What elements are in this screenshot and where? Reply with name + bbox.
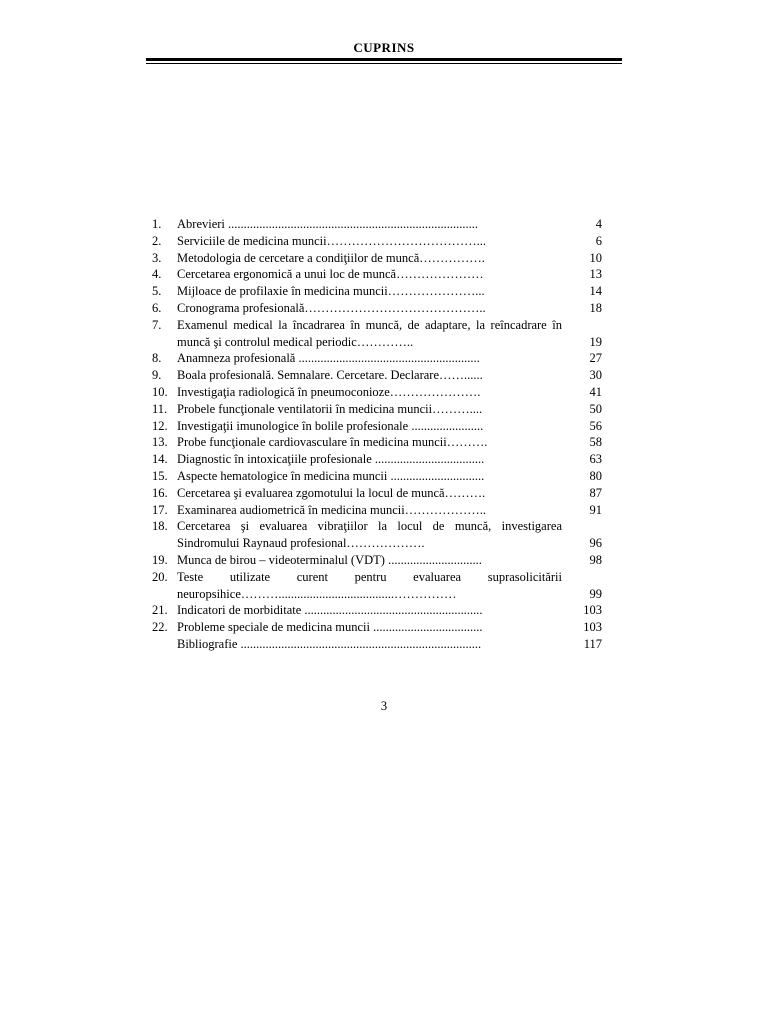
toc-entry-number: 22.	[152, 620, 168, 635]
toc-entry-title: Examenul medical la încadrarea în muncă, de adaptare, la reîncadrare în muncă şi controlul medical periodic	[177, 317, 562, 349]
toc-entry-leader: .............................................................................	[237, 636, 482, 651]
toc-entry-number: 17.	[152, 502, 168, 517]
toc-entry-title: Investigaţii imunologice în bolile profesionale	[177, 418, 409, 433]
toc-entry-page: 27	[589, 351, 602, 366]
toc-entry-text	[177, 233, 562, 250]
toc-entry-page: 103	[583, 603, 602, 618]
toc-entry-title: Investigaţia radiologică în pneumoconioze	[177, 384, 390, 399]
toc-entry-leader: ………………………………...	[326, 233, 486, 248]
toc-entry-leader: …………………	[396, 267, 484, 282]
toc-entry[interactable]	[152, 619, 602, 636]
toc-entry-leader: ………………..	[404, 502, 486, 517]
toc-entry-text	[177, 619, 562, 636]
toc-entry-leader: …………………...	[387, 284, 485, 299]
toc-entry[interactable]	[152, 250, 602, 267]
toc-entry-number: 7.	[152, 317, 162, 332]
toc-entry[interactable]	[152, 401, 602, 418]
toc-entry-leader: ……………………………………..	[304, 300, 486, 315]
toc-entry-text	[177, 418, 562, 435]
toc-entry-leader: ..........................................................	[295, 351, 480, 366]
toc-entry-page: 87	[589, 485, 602, 500]
toc-entry[interactable]	[152, 569, 602, 603]
toc-entry-title: Indicatori de morbiditate	[177, 603, 302, 618]
toc-entry[interactable]	[152, 451, 602, 468]
toc-entry-page: 30	[589, 368, 602, 383]
toc-entry-number: 16.	[152, 485, 168, 500]
toc-entry[interactable]	[152, 216, 602, 233]
toc-entry-title: Cronograma profesională	[177, 300, 305, 315]
toc-entry-leader: ...................................	[371, 452, 485, 467]
toc-entry[interactable]	[152, 552, 602, 569]
toc-entry-number: 12.	[152, 418, 168, 433]
toc-entry[interactable]	[152, 602, 602, 619]
toc-entry-number: 4.	[152, 267, 162, 282]
toc-entry-text	[177, 350, 562, 367]
toc-entry-text	[177, 401, 562, 418]
toc-entry-leader: ...................................	[370, 620, 483, 635]
toc-entry[interactable]	[152, 350, 602, 367]
toc-entry-page: 41	[589, 384, 602, 399]
toc-entry-text	[177, 384, 562, 401]
toc-entry-leader: ………………….	[389, 384, 481, 399]
toc-entry-page: 14	[589, 284, 602, 299]
toc-entry-title: Probe funcţionale cardiovasculare în medicina muncii	[177, 435, 447, 450]
toc-entry-text	[177, 300, 562, 317]
toc-entry-title: Anamneza profesională	[177, 351, 296, 366]
header-rule-thick	[146, 58, 622, 61]
toc-entry[interactable]	[152, 636, 602, 653]
toc-entry-number: 6.	[152, 300, 162, 315]
toc-entry[interactable]	[152, 502, 602, 519]
toc-entry-number: 14.	[152, 452, 168, 467]
toc-entry-text	[177, 502, 562, 519]
toc-entry[interactable]	[152, 283, 602, 300]
toc-entry-leader: ................................................................................	[224, 217, 479, 231]
toc-entry-title: Diagnostic în intoxicaţiile profesionale	[177, 452, 372, 467]
toc-entry-text	[177, 451, 562, 468]
toc-entry-number: 10.	[152, 384, 168, 399]
toc-entry-title: Examinarea audiometrică în medicina muncii	[177, 502, 405, 517]
toc-entry-page: 19	[589, 334, 602, 349]
toc-entry-page: 99	[589, 586, 602, 601]
toc-entry-text	[177, 250, 562, 267]
toc-entry-text	[177, 636, 562, 653]
toc-entry[interactable]	[152, 468, 602, 485]
toc-entry[interactable]	[152, 233, 602, 250]
toc-entry-number: 3.	[152, 250, 162, 265]
toc-entry-leader: ………....	[432, 401, 483, 416]
toc-entry-number: 19.	[152, 552, 168, 567]
toc-entry-text	[177, 602, 562, 619]
toc-entry[interactable]	[152, 485, 602, 502]
toc-entry-leader: ……….....................................……………	[240, 586, 457, 601]
toc-entry-leader: ..............................	[387, 468, 485, 483]
toc-entry-leader: .......................	[408, 418, 484, 433]
toc-entry-number: 11.	[152, 401, 168, 416]
toc-entry-leader: ……….	[444, 485, 486, 500]
toc-entry-number: 8.	[152, 351, 162, 366]
toc-entry-text	[177, 518, 562, 552]
page-title: CUPRINS	[353, 40, 415, 55]
toc-entry[interactable]	[152, 300, 602, 317]
toc-entry-title: Abrevieri	[177, 217, 225, 231]
page-number: 3	[380, 699, 388, 713]
toc-entry-leader: ..............................	[384, 552, 482, 567]
toc-entry-page: 63	[589, 452, 602, 467]
toc-entry-title: Boala profesională. Semnalare. Cercetare. Declarare	[177, 368, 440, 383]
toc-entry-text	[177, 552, 562, 569]
toc-entry-text	[177, 569, 562, 603]
toc-entry[interactable]	[152, 317, 602, 351]
toc-entry-title: Aspecte hematologice în medicina muncii	[177, 468, 388, 483]
toc-entry-text	[177, 216, 562, 233]
toc-entry-text	[177, 434, 562, 451]
toc-entry-page: 98	[589, 552, 602, 567]
toc-entry-text	[177, 468, 562, 485]
toc-entry-number: 5.	[152, 284, 162, 299]
toc-entry-page: 80	[589, 468, 602, 483]
toc-entry-page: 18	[589, 300, 602, 315]
toc-entry-number: 1.	[152, 217, 162, 231]
toc-entry-title: Probele funcţionale ventilatorii în medicina muncii	[177, 401, 433, 416]
toc-entry-number: 15.	[152, 468, 168, 483]
toc-entry-text	[177, 317, 562, 351]
toc-entry-leader: …………….	[419, 250, 485, 265]
toc-entry-title: Metodologia de cercetare a condiţiilor de muncă	[177, 250, 420, 265]
toc-entry-title: Cercetarea şi evaluarea vibraţiilor la locul de muncă, investigarea Sindromului Raynaud profesional	[177, 519, 562, 551]
toc-entry-leader: …………..	[356, 334, 414, 349]
toc-entry[interactable]	[152, 367, 602, 384]
toc-entry-title: Probleme speciale de medicina muncii	[177, 620, 370, 635]
toc-entry-page: 50	[589, 401, 602, 416]
toc-entry-page: 96	[589, 536, 602, 551]
toc-entry-number: 9.	[152, 368, 162, 383]
toc-entry-title: Cercetarea ergonomică a unui loc de muncă	[177, 267, 397, 282]
toc-entry-title: Serviciile de medicina muncii	[177, 233, 327, 248]
toc-entry-page: 4	[595, 217, 602, 231]
toc-entry[interactable]	[152, 384, 602, 401]
toc-entry[interactable]	[152, 266, 602, 283]
toc-entry-number: 18.	[152, 519, 168, 534]
toc-entry-number: 21.	[152, 603, 168, 618]
toc-entry-title: Teste utilizate curent pentru evaluarea suprasolicitării neuropsihice	[177, 569, 562, 601]
table-of-contents	[152, 216, 602, 653]
toc-entry-leader: .........................................................	[301, 603, 483, 618]
toc-entry-page: 10	[589, 250, 602, 265]
toc-entry-page: 117	[583, 636, 602, 651]
toc-entry-page: 103	[583, 620, 602, 635]
toc-entry-text	[177, 367, 562, 384]
toc-entry-number: 20.	[152, 569, 168, 584]
toc-entry-title: Bibliografie	[177, 636, 238, 651]
toc-entry-leader: ……………….	[346, 536, 425, 551]
toc-entry-title: Cercetarea şi evaluarea zgomotului la locul de muncă	[177, 485, 445, 500]
toc-entry-page: 91	[589, 502, 602, 517]
toc-entry[interactable]	[152, 434, 602, 451]
toc-entry-page: 6	[595, 233, 602, 248]
toc-entry[interactable]	[152, 418, 602, 435]
toc-entry-title: Munca de birou – videoterminalul (VDT)	[177, 552, 385, 567]
toc-entry-leader: ……….	[446, 435, 488, 450]
toc-entry-leader: ……......	[439, 368, 483, 383]
toc-entry-number: 13.	[152, 435, 168, 450]
toc-entry-page: 13	[589, 267, 602, 282]
toc-entry-number: 2.	[152, 233, 162, 248]
toc-entry-page: 58	[589, 435, 602, 450]
toc-entry-page: 56	[589, 418, 602, 433]
toc-entry-text	[177, 266, 562, 283]
toc-entry-title: Mijloace de profilaxie în medicina muncii	[177, 284, 388, 299]
toc-entry[interactable]	[152, 518, 602, 552]
toc-entry-text	[177, 283, 562, 300]
header-rule-thin	[146, 63, 622, 64]
toc-entry-text	[177, 485, 562, 502]
